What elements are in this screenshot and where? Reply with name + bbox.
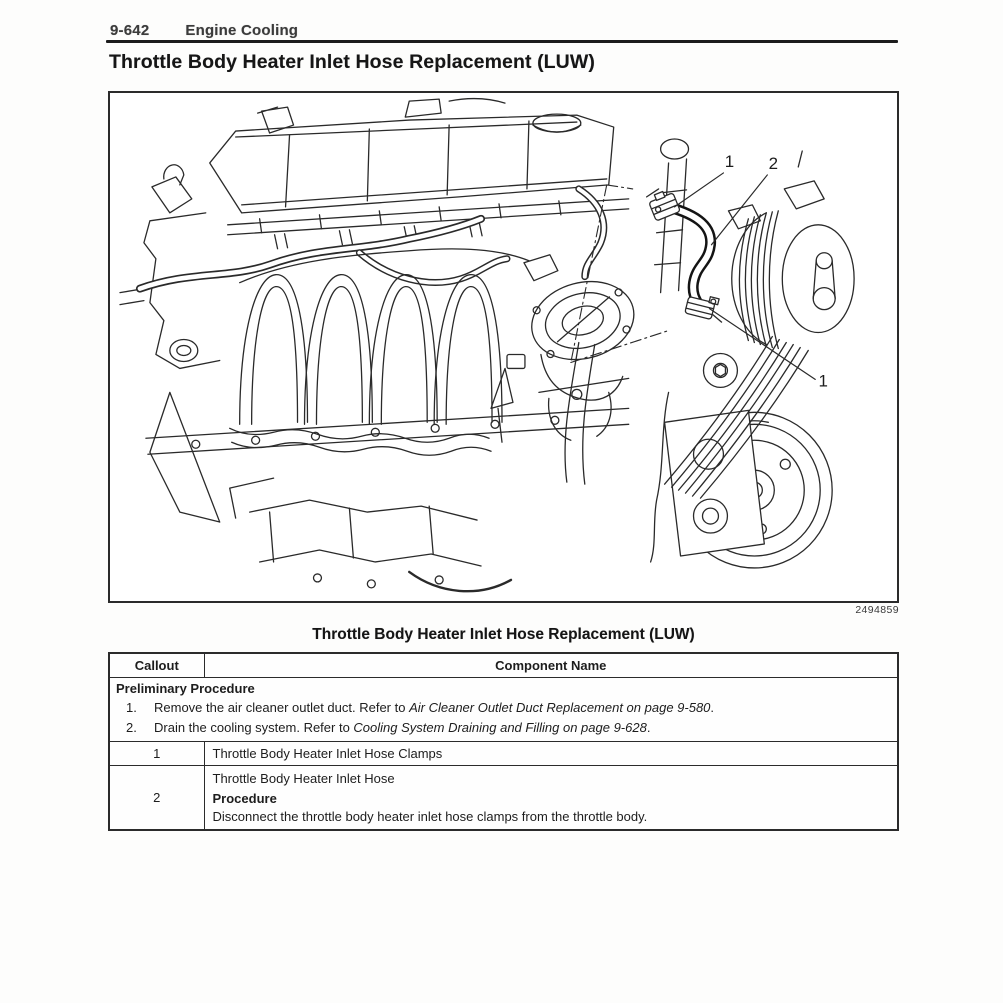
component-name: Throttle Body Heater Inlet Hose — [212, 771, 395, 786]
table-header-row — [109, 653, 898, 678]
figure-frame — [108, 91, 899, 603]
step-text: Drain the cooling system. Refer to Cooling System Draining and Filling on page 9-628. — [154, 720, 651, 735]
step-text: Remove the air cleaner outlet duct. Refer to Air Cleaner Outlet Duct Replacement on page 9-580. — [154, 700, 715, 715]
section-title: Engine Cooling — [185, 22, 299, 39]
callout-number: 1 — [109, 742, 204, 766]
procedure-text: Disconnect the throttle body heater inlet hose clamps from the throttle body. — [212, 809, 648, 824]
table-caption: Throttle Body Heater Inlet Hose Replacement (LUW) — [312, 626, 695, 643]
callout-label-1-bottom: 1 — [818, 371, 828, 391]
engine-illustration — [110, 93, 897, 601]
cross-reference: Air Cleaner Outlet Duct Replacement on page 9-580 — [409, 700, 711, 715]
component-name: Throttle Body Heater Inlet Hose Clamps — [204, 742, 898, 766]
figure-id: 2494859 — [855, 604, 899, 616]
table-row — [109, 742, 898, 766]
page-title: Throttle Body Heater Inlet Hose Replacement (LUW) — [109, 51, 595, 73]
callout-label-1-top: 1 — [724, 151, 735, 171]
table-row — [109, 766, 898, 831]
procedure-label: Procedure — [212, 791, 277, 806]
column-header-component: Component Name — [204, 653, 898, 678]
cross-reference: Cooling System Draining and Filling on page 9-628 — [353, 720, 647, 735]
running-header — [110, 22, 298, 39]
page-number: 9-642 — [110, 22, 150, 39]
step-number: 1. — [126, 700, 137, 715]
step-number: 2. — [126, 720, 137, 735]
column-header-callout: Callout — [109, 653, 204, 678]
preliminary-procedure-title: Preliminary Procedure — [116, 681, 255, 696]
component-table — [108, 652, 899, 831]
header-rule — [106, 40, 898, 43]
preliminary-procedure-row — [109, 678, 898, 742]
preliminary-step-2 — [114, 720, 893, 736]
callout-number: 2 — [109, 766, 204, 831]
preliminary-step-1 — [114, 700, 893, 716]
callout-label-2: 2 — [768, 153, 779, 173]
